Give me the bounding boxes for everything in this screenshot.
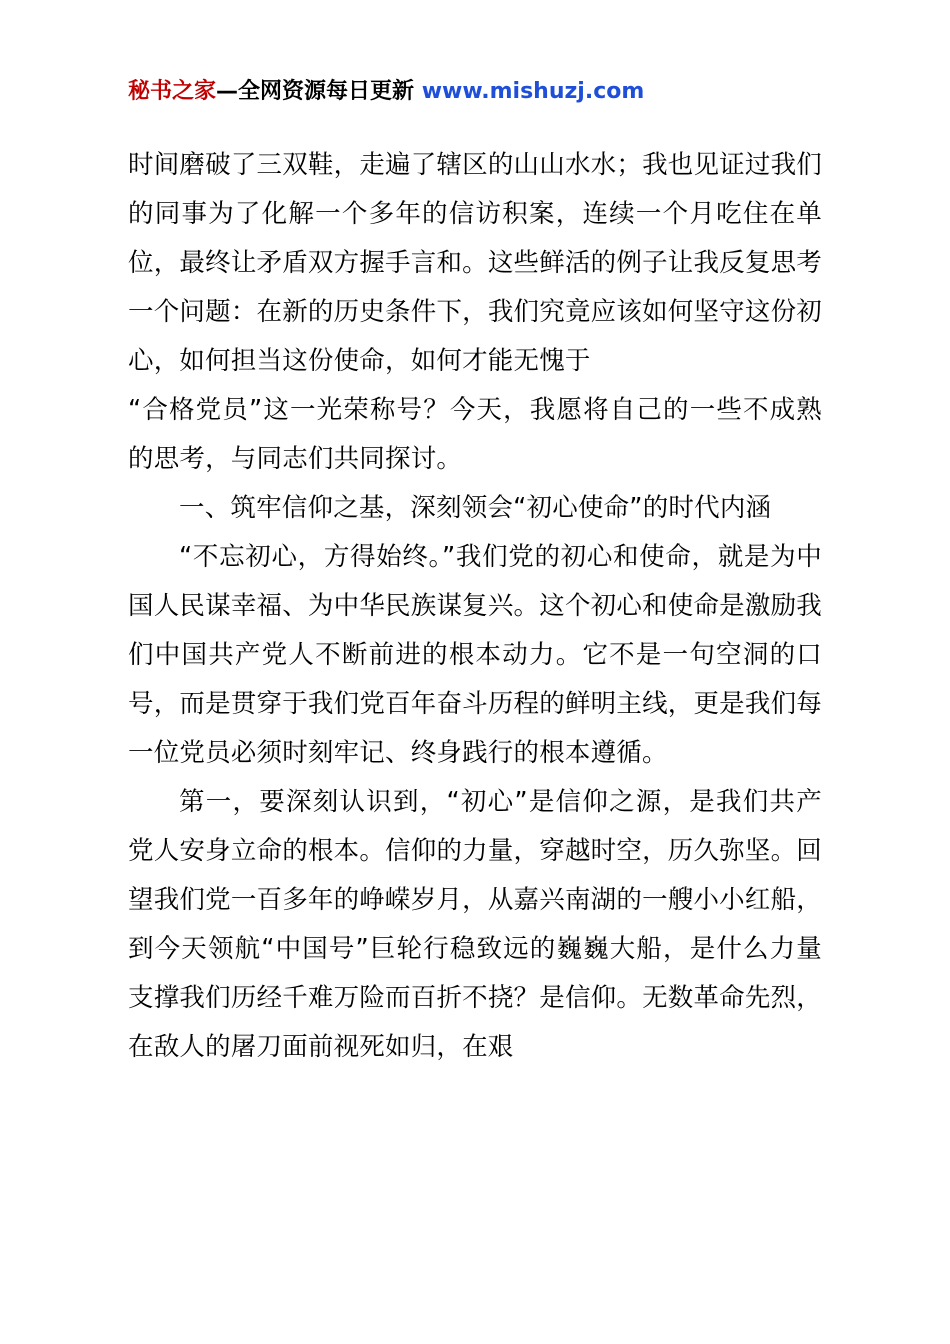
site-watermark [128,78,822,107]
watermark-brand: 秘书之家 [128,79,217,104]
paragraph: 第一，要深刻认识到，“初心”是信仰之源，是我们共产党人安身立命的根本。信仰的力量，穿越时空，历久弥坚。回望我们党一百多年的峥嵘岁月，从嘉兴南湖的一艘小小红船，到今天领航“中国号”巨轮行稳致远的巍巍大船，是什么力量支撑我们历经千难万险而百折不挠？是信仰。无数革命先烈，在敌人的屠刀面前视死如归，在艰 [128,786,822,1062]
paragraph: 时间磨破了三双鞋，走遍了辖区的山山水水；我也见证过我们的同事为了化解一个多年的信访积案，连续一个月吃住在单位，最终让矛盾双方握手言和。这些鲜活的例子让我反复思考一个问题：在新的历史条件下，我们究竟应该如何坚守这份初心，如何担当这份使命，如何才能无愧于 [128,149,822,376]
paragraph: “不忘初心，方得始终。”我们党的初心和使命，就是为中国人民谋幸福、为中华民族谋复兴。这个初心和使命是激励我们中国共产党人不断前进的根本动力。它不是一句空洞的口号，而是贯穿于我们党百年奋斗历程的鲜明主线，更是我们每一位党员必须时刻牢记、终身践行的根本遵循。 [128,541,822,768]
document-body [128,141,822,1072]
paragraph: “合格党员”这一光荣称号？今天，我愿将自己的一些不成熟的思考，与同志们共同探讨。 [128,394,822,474]
watermark-tagline: —全网资源每日更新 [216,79,422,104]
paragraph-heading-section-1: 一、筑牢信仰之基，深刻领会“初心使命”的时代内涵 [179,492,772,523]
watermark-url[interactable]: www.mishuzj.com [421,79,645,104]
